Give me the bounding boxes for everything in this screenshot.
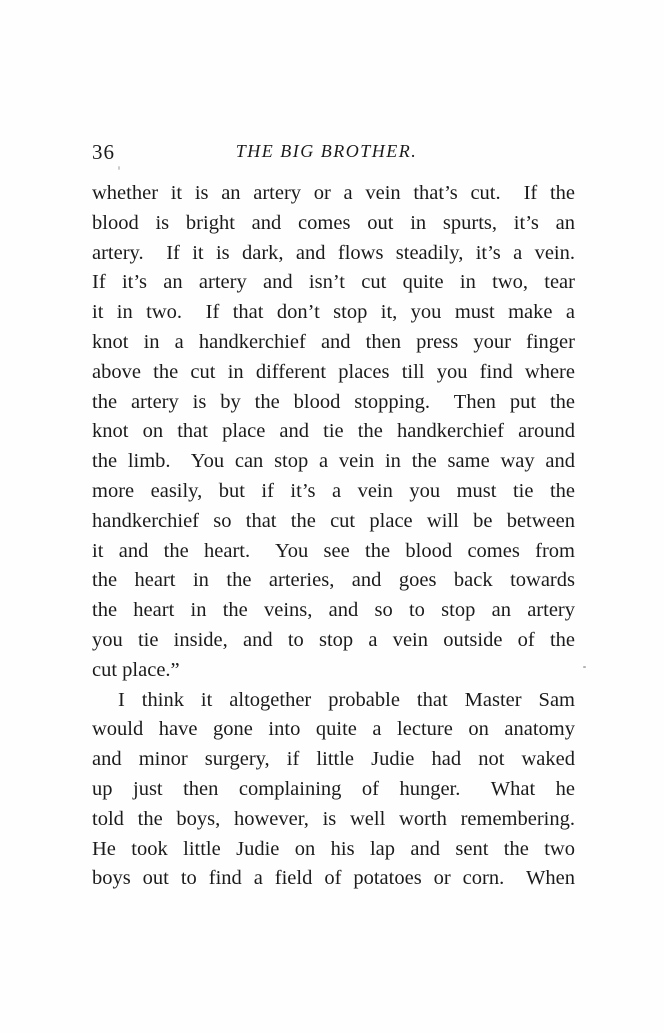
text-line: knot on that place and tie the handkerchief around	[92, 420, 575, 443]
text-line: you tie inside, and to stop a vein outside of the	[92, 628, 575, 651]
text-line: told the boys, however, is well worth remembering.	[92, 807, 575, 830]
running-title: THE BIG BROTHER.	[235, 141, 418, 161]
text-line: it in two. If that don’t stop it, you must make a	[92, 301, 575, 324]
text-line: whether it is an artery or a vein that’s cut. If the	[92, 182, 575, 204]
text-line: up just then complaining of hunger. What he	[92, 777, 575, 800]
text-line: cut place.”	[92, 658, 180, 681]
page-number: 36	[92, 140, 115, 164]
text-line: artery. If it is dark, and flows steadily, it’s a vein.	[92, 241, 575, 264]
text-line: handkerchief so that the cut place will be between	[92, 509, 575, 532]
page-body	[92, 179, 575, 894]
text-line: the heart in the arteries, and goes back towards	[92, 569, 575, 592]
text-line: I think it altogether probable that Master Sam	[118, 688, 575, 711]
text-line: blood is bright and comes out in spurts, it’s an	[92, 211, 575, 234]
text-line: the artery is by the blood stopping. Then put the	[92, 390, 575, 413]
scan-artifact	[583, 666, 586, 668]
text-line: knot in a handkerchief and then press your finger	[92, 330, 575, 353]
text-line: would have gone into quite a lecture on anatomy	[92, 718, 575, 741]
text-line: He took little Judie on his lap and sent the two	[92, 837, 575, 860]
text-line: it and the heart. You see the blood comes from	[92, 539, 575, 562]
text-line: and minor surgery, if little Judie had not waked	[92, 748, 575, 771]
scan-artifact	[118, 166, 120, 170]
text-line: more easily, but if it’s a vein you must tie the	[92, 479, 575, 502]
text-line: the heart in the veins, and so to stop an artery	[92, 599, 575, 622]
page-header	[92, 138, 575, 166]
text-line: above the cut in different places till you find where	[92, 360, 575, 383]
text-line: the limb. You can stop a vein in the same way and	[92, 450, 575, 473]
text-line: If it’s an artery and isn’t cut quite in two, tear	[92, 271, 575, 294]
text-line: boys out to find a field of potatoes or corn. When	[92, 867, 575, 890]
